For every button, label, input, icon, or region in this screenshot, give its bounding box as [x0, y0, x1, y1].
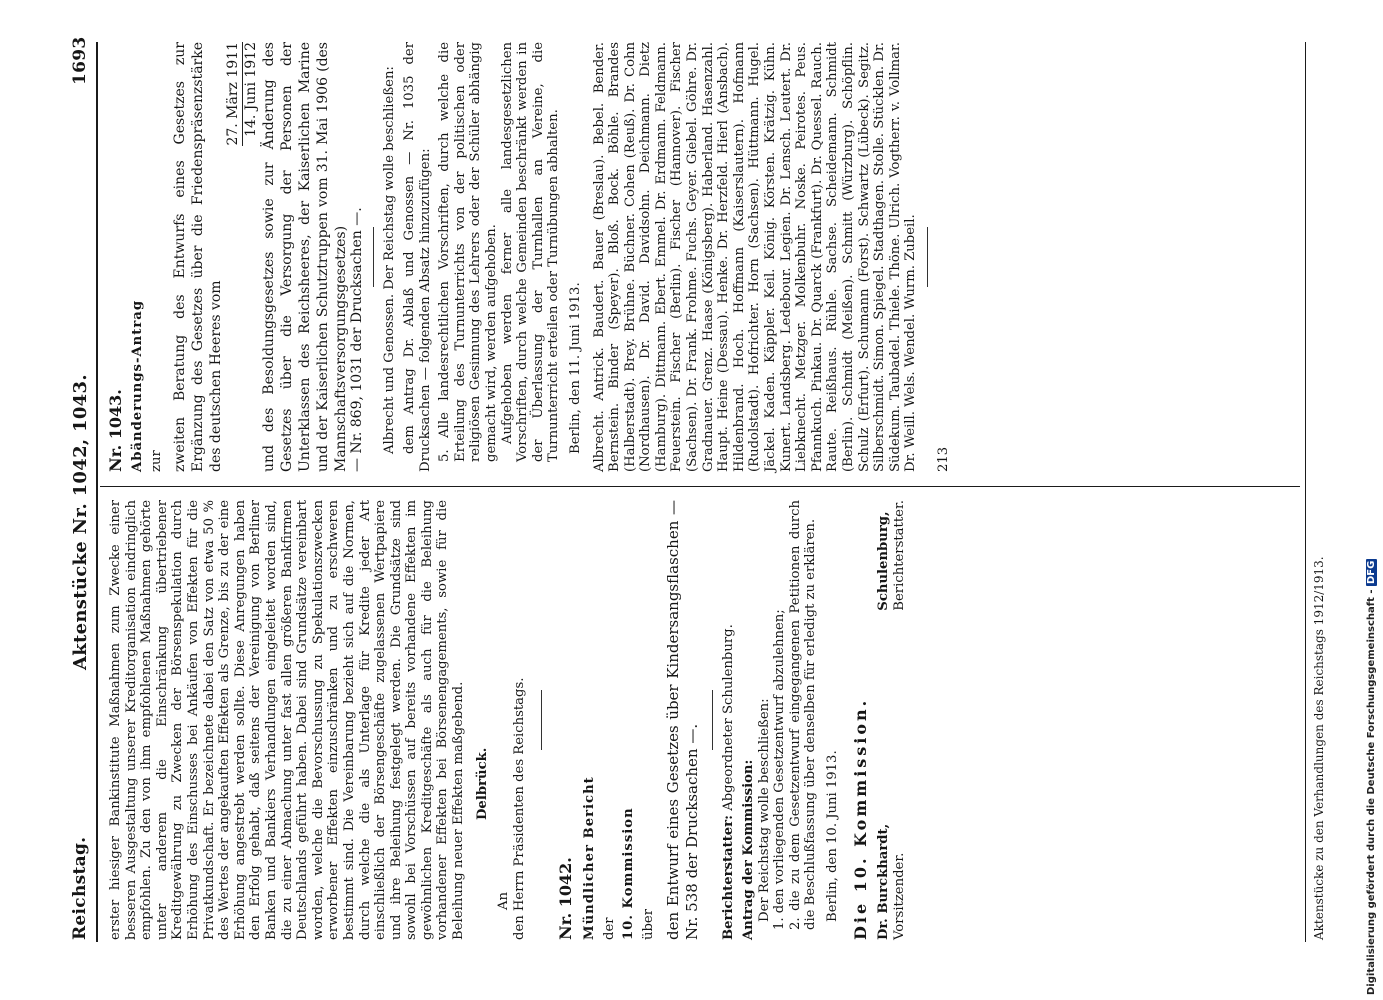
footer-text: Aktenstücke zu den Verhandlungen des Reichstags 1912/1913.	[1312, 556, 1326, 940]
amendment-title: Abänderungs-Antrag	[129, 299, 145, 472]
date-fraction	[225, 42, 260, 472]
header-rule	[96, 42, 98, 942]
reporter-label: Berichterstatter:	[721, 815, 737, 940]
right-place-date: Berlin, den 11. Juni 1913.	[567, 282, 583, 454]
right-column	[108, 42, 952, 472]
column-divider	[100, 486, 1300, 487]
signatory-names: Albrecht. Antrick. Baudert. Bauer (Breslau). Bebel. Bender. Bernstein. Binder (Speyer). Bloß. Bock. Böhle. Brandes (Halberstadt). Brey. Brühne. Büchner. Cohen (Reuß). Dr. Cohn (Nordhausen). Dr. David. Davidsohn. Deichmann. Dietz (Hamburg). Dittmann. Ebert. Emmel. Dr. Erdmann. Feldmann. Feuerstein. Fischer (Berlin). Fischer (Hannover). Fischer (Sachsen). Dr. Frank. Frohme. Fuchs. Geyer. Giebel. Göhre. Dr. Gradnauer. Grenz. Haase (Königsberg). Haberland. Hasenzahl. Haupt. Heine (Dessau). Henke. Dr. Herzfeld. Hierl (Ansbach). Hildenbrand. Hoch. Hoffmann (Kaiserslautern). Hofmann (Rudolstadt). Hofrichter. Horn (Sachsen). Hüttmann. Hugel. Jäckel. Kaden. Käppler. Keil. König. Körsten. Krätzig. Kühn. Kunert. Landsberg. Ledebour. Legien. Dr. Lensch. Leutert. Dr. Liebknecht. Metzger. Molkenbuhr. Noske. Peirotes. Peus. Pfannkuch. Pinkau. Dr. Quarck (Frankfurt). Dr. Quessel. Rauch. Raute. Reißhaus. Rühle. Sachse. Scheidemann. Schmidt (Berlin). Schmidt (Meißen). Schmitt (Würzburg). Schöpflin. Schulz (Erfurt). Schumann (Forst). Schwartz (Lübeck). Segitz. Silberschmidt. Simon. Spiegel. Stadthagen. Stolle. Stücklen. Dr. Südekum. Taubadel. Thiele. Thöne. Ulrich. Vogtherr. v. Vollmar. Dr. Weill. Wels. Wendel. Wurm. Zubeil.	[591, 42, 919, 472]
page-reference: 213	[935, 446, 951, 472]
sig-left-name: Dr. Burckhardt,	[876, 823, 892, 940]
antrag-item-1: 1. den vorliegenden Gesetzentwurf abzulehnen;	[772, 609, 788, 930]
amendment-intro-2: und des Besoldungsgesetzes sowie zur Änderung des Gesetzes über die Versorgung der Personen der Unterklassen des Reichsheeres, der Kaiserlichen Marine und der Kaiserlichen Schutztruppen vom 31. Mai 1906 (des Mannschaftsversorgungsgesetzes)	[260, 42, 349, 472]
header-center: Aktenstücke Nr. 1042, 1043.	[70, 374, 91, 670]
paragraph-5b: Aufgehoben werden ferner alle landesgesetzlichen Vorschriften, durch welche Gemeinden beschränkt werden in der Überlassung der Turnhallen an Vereine, die Turnunterricht erteilen oder Turnübungen abhalten.	[499, 42, 562, 462]
reporter-name: Abgeordneter Schulenburg.	[721, 624, 737, 811]
date-2: 14. Juni 1912	[242, 42, 259, 137]
zur-label: zur	[149, 450, 165, 472]
left-place-date: Berlin, den 10. Juni 1913.	[824, 750, 840, 922]
sig-right-role: Berichterstatter.	[891, 500, 907, 611]
dfg-logo: DFG	[1366, 560, 1377, 584]
digitization-note	[1366, 559, 1377, 995]
reporter-line	[721, 500, 737, 940]
ueber-label: über	[640, 908, 656, 940]
separator-rule-4	[927, 227, 928, 287]
signature-delbrueck: Delbrück.	[474, 747, 490, 820]
sig-right-name: Schulenburg,	[876, 511, 892, 611]
header-left: Reichstag.	[70, 836, 90, 940]
left-column	[108, 500, 907, 940]
commission-heading: 10. Kommission	[621, 807, 637, 940]
paragraph-5: 5. Alle landesrechtlichen Vorschriften, durch welche die Erteilung des Turnunterrichts von der politischen oder religiösen Gesinnung des Lehrers oder der Schüler abhängig gemacht wird, werden aufgehoben.	[437, 42, 499, 462]
dem-antrag-text: dem Antrag Dr. Ablaß und Genossen — Nr. 1035 der Drucksachen — folgenden Absatz hinzuzufügen:	[401, 42, 433, 472]
separator-rule-2	[712, 690, 713, 750]
amendment-intro-1: zweiten Beratung des Entwurfs eines Gesetzes zur Ergänzung des Gesetzes über die Friedenspräsenzstärke des deutschen Heeres vom	[171, 42, 224, 472]
antrag-intro: Der Reichstag wolle beschließen:	[756, 698, 772, 922]
sig-left-role: Vorsitzender.	[891, 852, 907, 940]
motion-text: Albrecht und Genossen. Der Reichstag wolle beschließen:	[382, 66, 398, 454]
separator-rule-3	[373, 227, 374, 287]
digitization-text: Digitalisierung gefördert durch die Deutsche Forschungsgemeinschaft -	[1366, 589, 1377, 995]
nr-1043-heading: Nr. 1043.	[106, 389, 125, 472]
address-an: An	[496, 891, 512, 910]
commission-signature: Die 10. Kommission.	[850, 697, 870, 940]
der-label: der	[601, 917, 617, 940]
footer-rule	[1305, 42, 1306, 942]
antrag-label: Antrag der Kommission:	[741, 759, 756, 940]
separator-rule	[541, 690, 542, 750]
address-recipient: den Herrn Präsidenten des Reichstags.	[511, 677, 527, 940]
page-number: 1693	[70, 36, 90, 85]
amendment-intro-3: — Nr. 869, 1031 der Drucksachen —.	[348, 207, 365, 472]
date-1: 27. März 1911	[224, 42, 241, 146]
left-continuation-text: erster hiesiger Bankinstitute Maßnahmen zum Zwecke einer besseren Ausgestaltung unserer Kreditorganisation eindringlich empfohlen. Zu den von ihm empfohlenen Maßnahmen gehörte unter anderem die Einschränkung übertriebener Kreditgewährung zu Zwecken der Börsenspekulation durch Erhöhung des Einschusses bei Ankäufen von Effekten für die Privatkundschaft. Er bezeichnete dabei den Satz von etwa 50 % des Wertes der angekauften Effekten als Grenze, bis zu der eine Erhöhung angestrebt werden sollte. Diese Anregungen haben den Erfolg gehabt, daß seitens der Vereinigung von Berliner Banken und Bankiers Verhandlungen eingeleitet worden sind, die zu einer Abmachung unter fast allen größeren Bankfirmen Deutschlands geführt haben. Dabei sind Grundsätze vereinbart worden, welche die Bevorschussung zu Spekulationszwecken erworbener Effekten einzuschränken und zu erschweren bestimmt sind. Die Vereinbarung bezieht sich auf die Normen, durch welche die als Unterlage für Kredite jeder Art einschließlich der Börsengeschäfte zugelassenen Wertpapiere und ihre Beleihung festgelegt werden. Die Grundsätze sind sowohl bei Vorschüssen auf bereits vorhandene Effekten im gewöhnlichen Kreditgeschäfte als auch für die Beleihung vorhandener Effekten bei Börsenengagements, sowie für die Beleihung neuer Effekten maßgebend.	[108, 500, 467, 940]
report-subject: den Entwurf eines Gesetzes über Kindersangsflaschen — Nr. 538 der Drucksachen —.	[664, 500, 702, 940]
signature-block	[876, 500, 907, 940]
report-title: Mündlicher Bericht	[582, 776, 598, 940]
antrag-item-2: 2. die zu dem Gesetzentwurf eingegangenen Petitionen durch die Beschlußfassung über denselben für erledigt zu erklären.	[787, 500, 819, 930]
nr-1042-heading: Nr. 1042.	[556, 857, 576, 940]
